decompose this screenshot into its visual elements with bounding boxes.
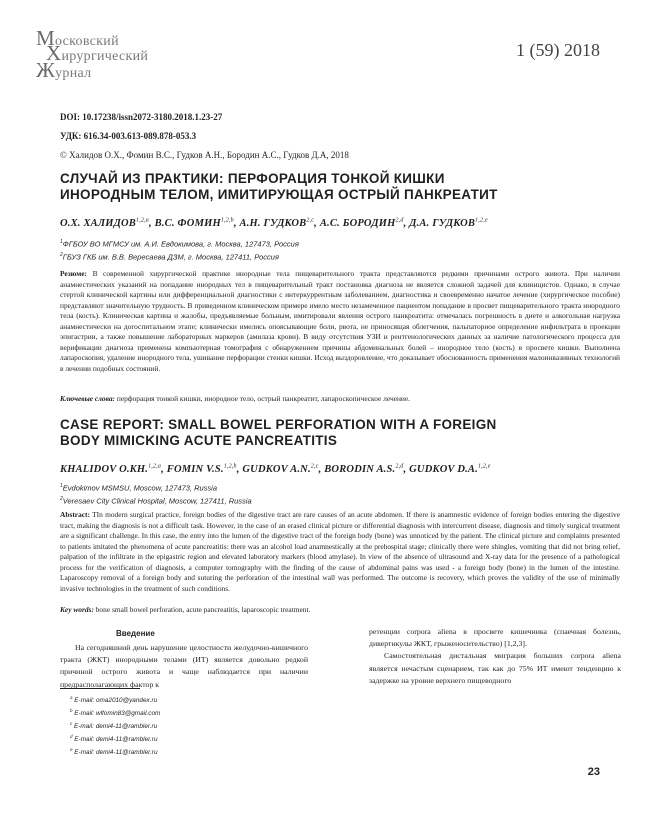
abstract-en	[60, 510, 620, 594]
abstract-ru-label: Резюме:	[60, 269, 87, 278]
affiliation-en-1: $^1$Evdokimov MSMSU, Moscow, 127473, Russia	[60, 483, 218, 493]
title-en	[60, 417, 620, 449]
author-ru-3: А.Н. ГУДКОВ$^{2,c}$,	[239, 217, 320, 229]
footnote-email-e: $^e$ E-mail: demi4-11@rambler.ru	[70, 746, 158, 756]
author-ru-1: О.Х. ХАЛИДОВ$^{1,2,a}$,	[60, 217, 155, 229]
affiliation-en-2: $^2$Veresaev City Clinical Hospital, Moscow, 127411, Russia	[60, 496, 252, 506]
footnote-email-c: $^c$ E-mail: demi4-11@rambler.ru	[70, 720, 158, 730]
journal-logo-line-1: Московский	[36, 26, 119, 50]
abstract-en-label: Abstract:	[60, 510, 90, 519]
title-en-line-1: CASE REPORT: SMALL BOWEL PERFORATION WITH A FOREIGN	[60, 417, 497, 432]
author-en-1: KHALIDOV O.KH.$^{1,2,a}$,	[60, 463, 167, 475]
doi: DOI: 10.17238/issn2072-3180.2018.1.23-27	[60, 112, 223, 122]
body-right-column	[369, 626, 621, 687]
title-en-line-2: BODY MIMICKING ACUTE PANCREATITIS	[60, 433, 338, 448]
authors-ru	[60, 217, 488, 229]
journal-logo-line-2: Хирургический	[46, 41, 149, 65]
affiliation-ru-2: $^2$ГБУЗ ГКБ им. В.В. Вересаева ДЗМ, г. Москва, 127411, Россия	[60, 252, 279, 262]
section-title-introduction: Введение	[116, 629, 155, 638]
author-en-4: BORODIN A.S.$^{2,d}$,	[324, 463, 410, 475]
abstract-en-text: TIn modern surgical practice, foreign bodies of the digestive tract are rare causes of an acute abdomen. If there is anamnestic evidence of foreign bodies entering the digestive tract, making the diagnosis is not a difficult task. However, in the case of an erased clinical picture or differential diagnosis with intercurrent disease, diagnosis and timely surgical treatment are a significant challenge. In this case, the entry into the lumen of the digestive tract of the foreign body (bone) was unnoticed by the patient. The clinical picture and complaints presented to patients imitated the phenomena of acute pancreatitis: there was an alcohol load anamnestically at the prehospital stage; clinically there were shingles, vomiting that did not bring relief, palpation of the infiltrate in the epigastric region and elevated laboratory markers (blood amylase). In view of the absence of ultrasound and X-ray data for the presence of a pathological process for the verification of diagnosis, a computer tomography with the finding of the cause of abdominal pains was used - a foreign body (bone) in the lumen of the intestine. Laparoscopy removal of a foreign body and suturing the perforation of the intestinal wall was performed. The outcome is recovery, which proves the validity of the use of minimally invasive technologies in the treatment of such conditions.	[60, 510, 620, 593]
footnote-divider	[60, 688, 140, 689]
author-ru-5: Д.А. ГУДКОВ$^{1,2,e}$	[409, 217, 488, 229]
abstract-ru-text: В современной хирургической практике инородные тела пищеварительного тракта представляются редкими причинами острого живота. При наличии анамнестических указаний на попадание инородных тел в пищеварительный тракт постановка диагноза не является сложной задачей для клиницистов. Однако, в случае стертой клинической картины или дифференциальной диагностики с интеркуррентным заболеванием, диагностика и своевременно начатое лечение (хирургическое пособие) представляют значительную трудность. В приведенном клиническом примере имело место незамеченное пациентом попадание в просвет пищеварительного тракта инородного тела (кость). Клиническая картина и жалобы, предъявляемые больным, имитировали явления острого панкреатита: отмечалась погрешность в диете и алкогольная нагрузка анамнестически на догоспитальном этапе; клинически имелись опоясывающие боли, рвота, не приносящая облегчения, пальпаторное определение инфильтрата в проекции эпигастрии, а также повышение лабораторных маркеров (амилаза крови). В виду отсутствия УЗИ и рентгенологических данных за наличие патологического процесса для верификации диагноза применена компьютерная томография с обнаружением причины абдоминальных болей – инородное тело (кость) в просвете кишки. Выполнена лапароскопия, удаление инородного тела, ушивание перфорации стенки кишки. Исход выздоровление, что доказывает обоснованность применения малоинвазивных технологий в лечении подобных состояний.	[60, 269, 620, 373]
keywords-ru	[60, 394, 620, 403]
author-en-2: FOMIN V.S.$^{1,2,b}$,	[166, 463, 243, 475]
footnotes	[70, 693, 160, 758]
affiliation-ru-1: $^1$ФГБОУ ВО МГМСУ им. А.И. Евдокимова, г. Москва, 127473, Россия	[60, 239, 299, 249]
title-ru-line-2: ИНОРОДНЫМ ТЕЛОМ, ИМИТИРУЮЩАЯ ОСТРЫЙ ПАНКРЕАТИТ	[60, 187, 498, 202]
body-right-paragraph-1: ретенции corpora aliena в просвете кишечника (спаечная болезнь, дивертикулы ЖКТ, грыженосительство) [1,2,3].	[369, 627, 621, 649]
footnote-email-b: $^b$ E-mail: wlfomin83@gmail.com	[70, 707, 161, 718]
keywords-ru-label: Ключевые слова:	[60, 394, 115, 403]
issue-number: 1 (59) 2018	[516, 40, 600, 60]
keywords-ru-text: перфорация тонкой кишки, инородное тело, острый панкреатит, лапароскопическое лечение.	[116, 394, 411, 403]
authors-en	[60, 463, 491, 475]
keywords-en-label: Key words:	[60, 605, 94, 614]
title-ru	[60, 171, 620, 203]
author-ru-4: А.С. БОРОДИН$^{2,d}$,	[319, 217, 410, 229]
journal-logo-line-3: Журнал	[36, 58, 92, 82]
footnote-email-d: $^d$ E-mail: demi4-11@rambler.ru	[70, 733, 158, 743]
journal-logo	[36, 26, 236, 86]
footnote-email-a: $^a$ E-mail: oma2010@yandex.ru	[70, 695, 158, 705]
keywords-en-text: bone small bowel perforation, acute pancreatitis, laparoscopic treatment.	[95, 605, 311, 614]
author-en-5: GUDKOV D.A.$^{1,2,e}$	[409, 463, 491, 475]
body-right-paragraph-2: Самостоятельная дистальная миграция больших corpora aliena является нечастым сценарием, так как до 75% ИТ имеют тенденцию к задержке на уровне верхнего пищеводного	[369, 651, 621, 685]
body-left-paragraph: На сегодняшний день нарушение целостности желудочно-кишечного тракта (ЖКТ) инородными телами (ИТ) является довольно редкой причиной острого живота и чаще наблюдается при наличии предрасполагающих фактор к	[60, 643, 308, 689]
copyright: © Халидов О.Х., Фомин В.С., Гудков А.Н., Бородин А.С., Гудков Д.А, 2018	[60, 150, 349, 160]
author-en-3: GUDKOV A.N.$^{2,c}$,	[242, 463, 325, 475]
author-ru-2: В.С. ФОМИН$^{1,2,b}$,	[154, 217, 240, 229]
keywords-en	[60, 605, 620, 614]
page-number: 23	[587, 766, 600, 778]
affiliations-en	[60, 481, 252, 507]
title-ru-line-1: СЛУЧАЙ ИЗ ПРАКТИКИ: ПЕРФОРАЦИЯ ТОНКОЙ КИШКИ	[60, 171, 445, 186]
udk: УДК: 616.34-003.613-089.878-053.3	[60, 131, 197, 141]
affiliations-ru	[60, 237, 299, 263]
abstract-ru	[60, 269, 620, 374]
